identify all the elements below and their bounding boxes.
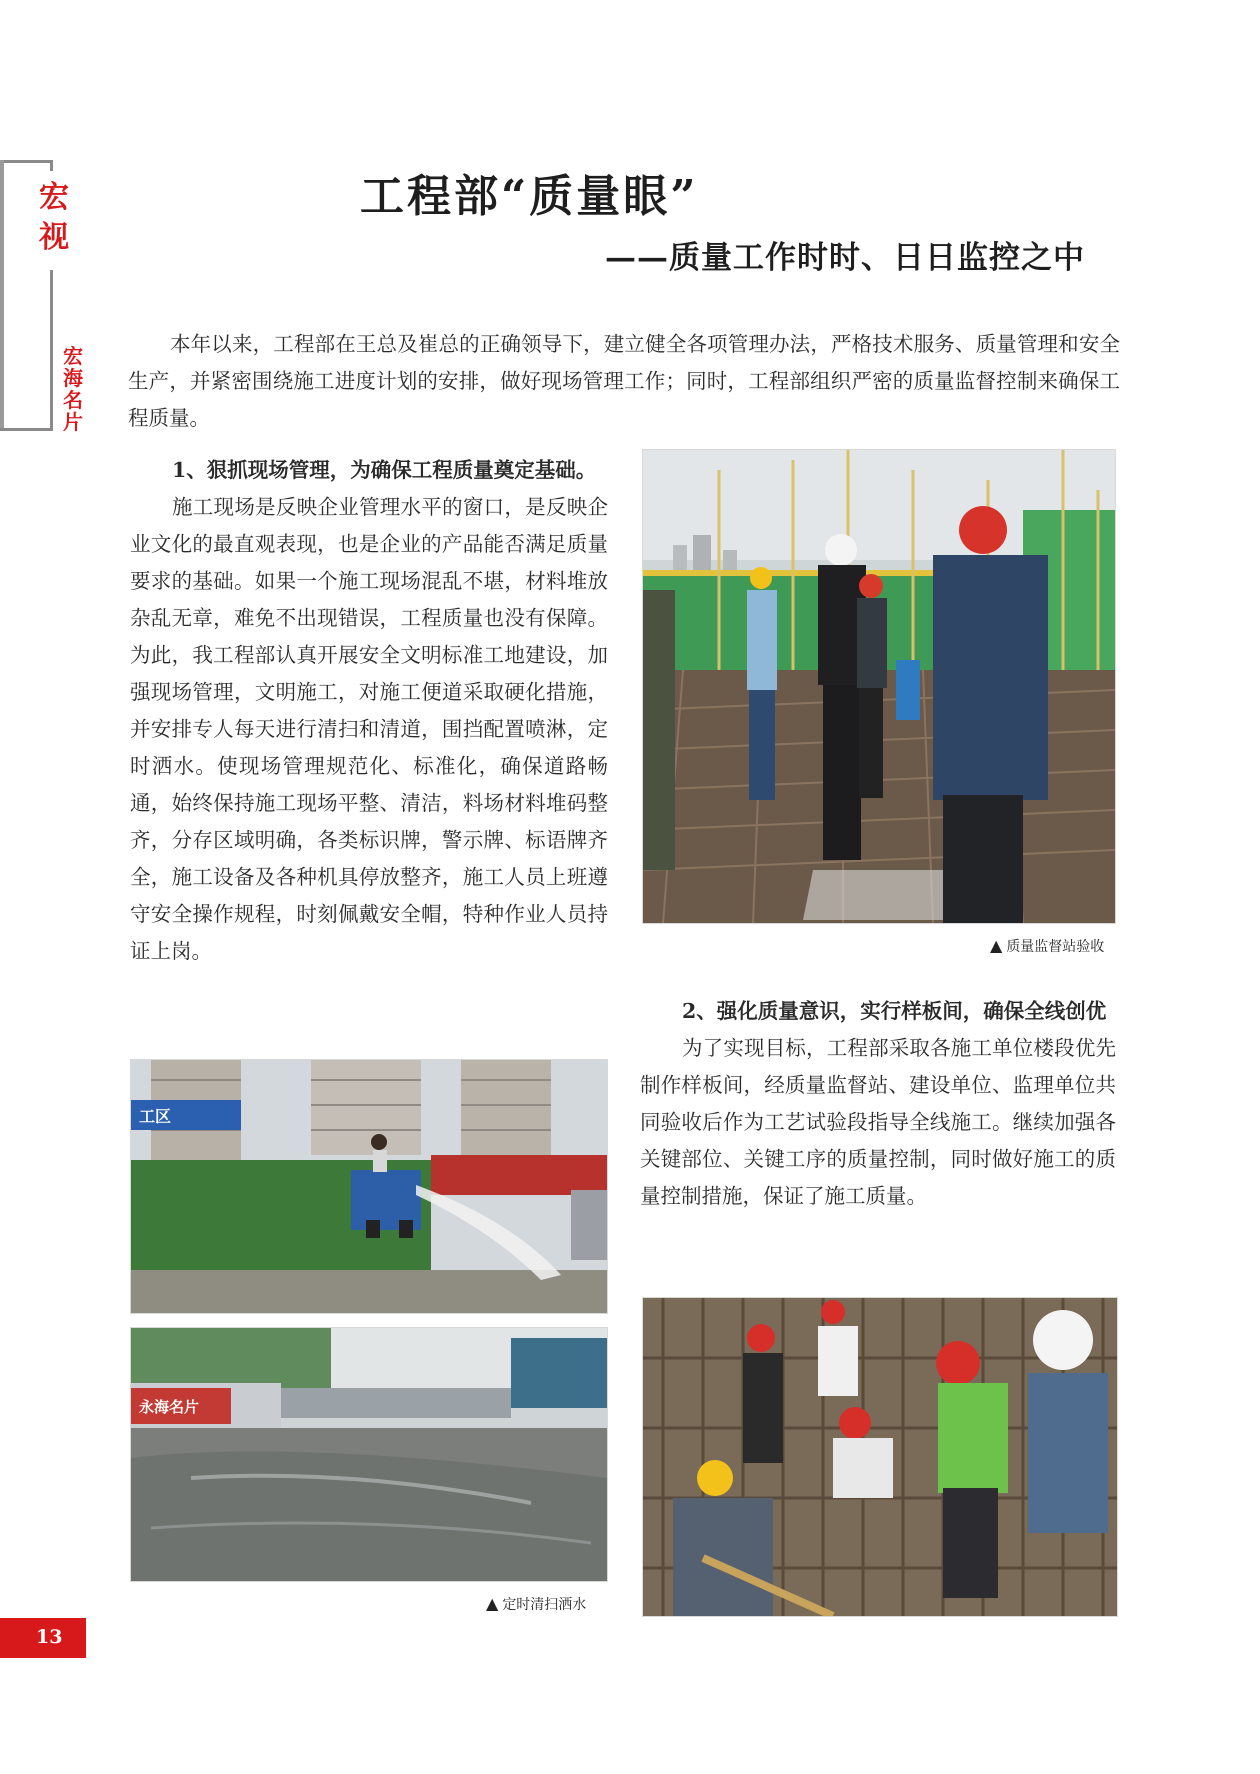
photo-rebar-inspection: [642, 1297, 1118, 1617]
side-bracket-bottom: [0, 428, 53, 431]
intro-paragraph: 本年以来，工程部在王总及崔总的正确领导下，建立健全各项管理办法，严格技术服务、质量管理和安全生产，并紧密围绕施工进度计划的安排，做好现场管理工作；同时，工程部组织严密的质量监督控制来确保工程质量。: [128, 332, 1120, 430]
photo-quality-inspection: [642, 449, 1116, 924]
photo-banner-text: 工区: [139, 1107, 172, 1126]
page-number: 13: [36, 1626, 63, 1648]
triangle-marker-icon: ▲: [486, 1594, 499, 1613]
side-bracket-top: [0, 160, 53, 171]
left-column: [130, 452, 608, 970]
triangle-marker-icon: ▲: [990, 936, 1003, 955]
section1-body: 施工现场是反映企业管理水平的窗口，是反映企业文化的最直观表现，也是企业的产品能否满足质量要求的基础。如果一个施工现场混乱不堪，材料堆放杂乱无章，难免不出现错误，工程质量也没有保障。为此，我工程部认真开展安全文明标准工地建设，加强现场管理，文明施工，对施工便道采取硬化措施，并安排专人每天进行清扫和清道，围挡配置喷淋，定时洒水。使现场管理规范化、标准化，确保道路畅通，始终保持施工现场平整、清洁，料场材料堆码整齐，分存区域明确，各类标识牌，警示牌、标语牌齐全，施工设备及各种机具停放整齐，施工人员上班遵守安全操作规程，时刻佩戴安全帽，特种作业人员持证上岗。: [130, 495, 608, 963]
section2-heading: 2、强化质量意识，实行样板间，确保全线创优: [682, 999, 1107, 1023]
article-title: 工程部“质量眼”: [360, 171, 699, 222]
article-subtitle: ——质量工作时时、日日监控之中: [605, 240, 1085, 276]
photo-sprinkler-truck: [130, 1059, 608, 1314]
right-column: [640, 993, 1116, 1215]
photo-wet-road: [130, 1327, 608, 1582]
side-bracket-left: [0, 160, 4, 430]
section1-heading: 1、狠抓现场管理，为确保工程质量奠定基础。: [172, 458, 597, 482]
caption-sprinkling: ▲ 定时清扫洒水: [486, 1594, 587, 1613]
section2-body: 为了实现目标，工程部采取各施工单位楼段优先制作样板间，经质量监督站、建设单位、监理单位共同验收后作为工艺试验段指导全线施工。继续加强各关键部位、关键工序的质量控制，同时做好施工的质量控制措施，保证了施工质量。: [640, 1036, 1116, 1208]
side-bracket-mid: [50, 270, 53, 430]
section-title-vertical: 宏视: [39, 180, 69, 255]
caption-inspection: ▲ 质量监督站验收: [990, 936, 1105, 955]
section-subtitle-vertical: 宏海名片: [63, 344, 83, 434]
photo-sign-text: 永海名片: [139, 1398, 200, 1416]
